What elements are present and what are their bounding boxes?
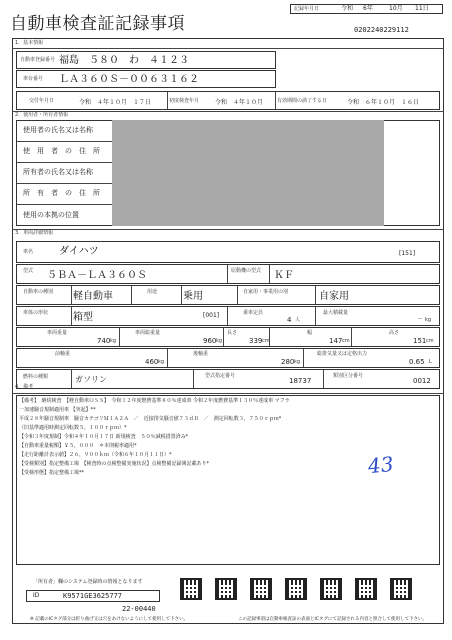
divider <box>315 286 316 304</box>
divider <box>167 349 168 367</box>
divider <box>237 286 238 304</box>
divider <box>275 92 276 109</box>
rear-axle-label: 後軸重 <box>193 351 209 357</box>
reg-number-label: 自動車登録番号 <box>20 57 56 63</box>
divider <box>269 328 270 346</box>
section-basic-header: 1．基本情報 <box>15 40 44 46</box>
divider <box>303 349 304 367</box>
height-value: 151 <box>413 337 427 345</box>
divider <box>71 307 72 325</box>
note-line: 【受検形態】指定整備工場** <box>19 470 85 476</box>
front-axle-label: 前軸重 <box>55 351 71 357</box>
fuel-value: ガソリン <box>75 375 107 384</box>
footer-note-right: この記録事項は自動車検査証の表面とICタグにて記録される内容と照合して使用して下さい。 <box>238 617 427 622</box>
divider <box>71 370 72 388</box>
displacement-unit: L <box>429 359 432 365</box>
note-line: 一加速騒音規制適用車 【突起】** <box>19 407 96 413</box>
issue-date-label: 交付年月日 <box>29 98 55 104</box>
divider <box>323 370 324 388</box>
type-no-value: 18737 <box>289 377 312 385</box>
divider <box>181 286 182 304</box>
divider <box>223 328 224 346</box>
qr-code <box>250 578 272 600</box>
divider <box>17 141 112 142</box>
type-no-label: 型式指定番号 <box>205 373 236 379</box>
body-label: 車体の形状 <box>23 310 49 316</box>
id-label: ID <box>33 592 40 599</box>
use-value: 乗用 <box>183 291 203 302</box>
chassis-label: 車台番号 <box>23 76 44 82</box>
body-row <box>16 306 440 326</box>
qr-code <box>215 578 237 600</box>
qr-code <box>390 578 412 600</box>
reg-number-cell <box>16 51 276 69</box>
id-box <box>26 590 160 602</box>
fuel-label: 燃料の種類 <box>23 374 49 380</box>
maker-row <box>16 241 440 263</box>
user-address-label: 使 用 者 の 住 所 <box>23 147 100 155</box>
record-date-box <box>290 4 443 14</box>
front-axle-value: 460 <box>145 358 159 366</box>
page-title: 自動車検査証記録事項 <box>10 14 185 34</box>
divider <box>269 265 270 283</box>
maker-code: [151] <box>399 250 416 257</box>
divider <box>119 328 120 346</box>
body-value: 箱型 <box>73 312 93 323</box>
fuel-row <box>16 369 440 389</box>
gross-weight-unit: kg <box>216 338 223 344</box>
length-unit: cm <box>262 338 270 344</box>
owner-name-label: 所有者の氏名又は名称 <box>23 168 93 176</box>
section-notes-header: 4．備考 <box>15 384 34 390</box>
rear-axle-value: 280 <box>281 358 295 366</box>
divider <box>315 307 316 325</box>
id-value: K9571GE3625777 <box>63 592 123 600</box>
qr-code <box>320 578 342 600</box>
divider <box>12 393 444 394</box>
weight-value: 740 <box>97 337 111 345</box>
max-load-unit: kg <box>425 317 432 323</box>
divider <box>17 204 112 205</box>
dimensions-row <box>16 327 440 347</box>
body-code: [001] <box>203 312 220 319</box>
height-unit: cm <box>426 338 434 344</box>
purpose-value: 自家用 <box>319 291 349 302</box>
length-label: 長さ <box>227 330 238 336</box>
note-line: 【令和３年度規制】令和４年１０月１７日 新規検査 ５０％減税措置済み* <box>19 434 189 440</box>
owner-address-label: 所 有 者 の 住 所 <box>23 189 100 197</box>
redaction-block <box>112 120 384 226</box>
divider <box>12 48 444 49</box>
chassis-value: ＬＡ３６０Ｓ－００６３１６２ <box>59 74 199 85</box>
section-users-header: 2．使用者・所有者情報 <box>15 112 69 118</box>
engine-value: ＫＦ <box>274 270 294 281</box>
divider <box>17 183 112 184</box>
first-reg-value: 令和 ４年１０月 <box>215 99 264 106</box>
record-date-era: 令和 <box>341 5 354 12</box>
class-no-label: 類別区分番号 <box>333 373 364 379</box>
footer-note-left: ※ 記載のICタグ部分は折り曲げ又は穴をあけないようにして使用して下さい。 <box>30 617 189 622</box>
length-value: 339 <box>249 337 263 345</box>
use-label: 用途 <box>147 289 158 295</box>
maker-value: ダイハツ <box>59 246 99 257</box>
expiry-label: 有効期間の満了する日 <box>277 98 328 104</box>
divider <box>131 286 132 304</box>
record-date-month: 10月 <box>389 5 403 12</box>
displacement-label: 総排気量又は定格出力 <box>317 351 368 357</box>
gross-weight-value: 960 <box>203 337 217 345</box>
divider <box>17 162 112 163</box>
doc-number: 0202240229112 <box>354 26 409 34</box>
note-line: 【走行距離計表示値】２６，９００ｋｍ（令和６年１０月１１日）* <box>19 452 172 458</box>
max-load-value: － <box>417 316 424 323</box>
reg-number-value: 福島 ５８０ わ ４１２３ <box>59 55 189 66</box>
purpose-label: 自家用・事業用の別 <box>243 289 289 295</box>
capacity-unit: 人 <box>295 317 301 323</box>
notes-box <box>16 395 440 565</box>
qr-code <box>285 578 307 600</box>
kind-row <box>16 285 440 305</box>
form-number: 22-00440 <box>122 605 156 613</box>
width-label: 幅 <box>307 330 313 336</box>
kind-label: 自動車の種別 <box>23 289 54 295</box>
divider <box>227 307 228 325</box>
divider <box>71 286 72 304</box>
weight-unit: kg <box>110 338 117 344</box>
model-label: 型式 <box>23 268 34 274</box>
height-label: 高さ <box>389 330 400 336</box>
maker-label: 車名 <box>23 249 34 255</box>
handwritten-note: 43 <box>366 451 395 479</box>
gross-weight-label: 車両総重量 <box>135 330 161 336</box>
base-location-label: 使用の本拠の位置 <box>23 211 79 219</box>
note-line: 【備考】 継続検査 【軽自動車ＯＳＳ】 令和１２年度燃費基準８０％達成車 令和２年度燃費基準１３０％達成車 マフラ <box>19 398 290 404</box>
width-value: 147 <box>329 337 343 345</box>
qr-code <box>180 578 202 600</box>
width-unit: cm <box>342 338 350 344</box>
weight-label: 車両重量 <box>47 330 68 336</box>
qr-code <box>355 578 377 600</box>
note-line: （旧基準適用時測定回転数５，１００ｒｐｍ）* <box>19 425 127 431</box>
system-note: 「所有者」欄のシステム登録時の情報となります <box>33 579 143 585</box>
divider <box>193 370 194 388</box>
issue-date-value: 令和 ４年１０月 １７日 <box>79 99 152 106</box>
record-date-year: 6年 <box>363 5 373 12</box>
note-line: 平成２８年騒音規制車 騒音カテゴリＭ１Ａ２Ａ ／ 近接排気騒音値７３ｄＢ ／ 測定回転数３，７５０ｒｐｍ* <box>19 416 282 422</box>
divider <box>12 229 444 230</box>
capacity-label: 乗車定員 <box>243 310 264 316</box>
class-no-value: 0012 <box>413 377 431 385</box>
chassis-cell <box>16 70 276 88</box>
note-line: 【受検類別】指定整備工場 【検査時の点検整備実施状況】点検整備記録簿記載あり* <box>19 461 210 467</box>
engine-label: 原動機の型式 <box>231 268 262 274</box>
section-vehicle-header: 3．車両詳細情報 <box>15 230 54 236</box>
user-name-label: 使用者の氏名又は名称 <box>23 126 93 134</box>
axle-row <box>16 348 440 368</box>
divider <box>167 92 168 109</box>
divider <box>351 328 352 346</box>
record-date-day: 11日 <box>415 5 429 12</box>
rear-axle-unit: kg <box>294 359 301 365</box>
first-reg-label: 初度検査年月 <box>169 98 200 104</box>
divider <box>227 265 228 283</box>
note-line: 【自動車重量税額】￥５，０００ ＊本則税率適用* <box>19 443 137 449</box>
model-row <box>16 264 440 284</box>
record-date-label: 記録年月日 <box>294 6 320 12</box>
dates-row <box>16 91 440 110</box>
kind-value: 軽自動車 <box>73 291 113 302</box>
max-load-label: 最大積載量 <box>323 310 349 316</box>
capacity-value: 4 <box>287 316 292 324</box>
divider <box>12 111 444 112</box>
displacement-value: 0.65 <box>409 358 425 366</box>
expiry-value: 令和 ６年１０月 １６日 <box>347 99 420 106</box>
model-value: ５ＢＡ－ＬＡ３６０Ｓ <box>47 270 147 281</box>
front-axle-unit: kg <box>158 359 165 365</box>
